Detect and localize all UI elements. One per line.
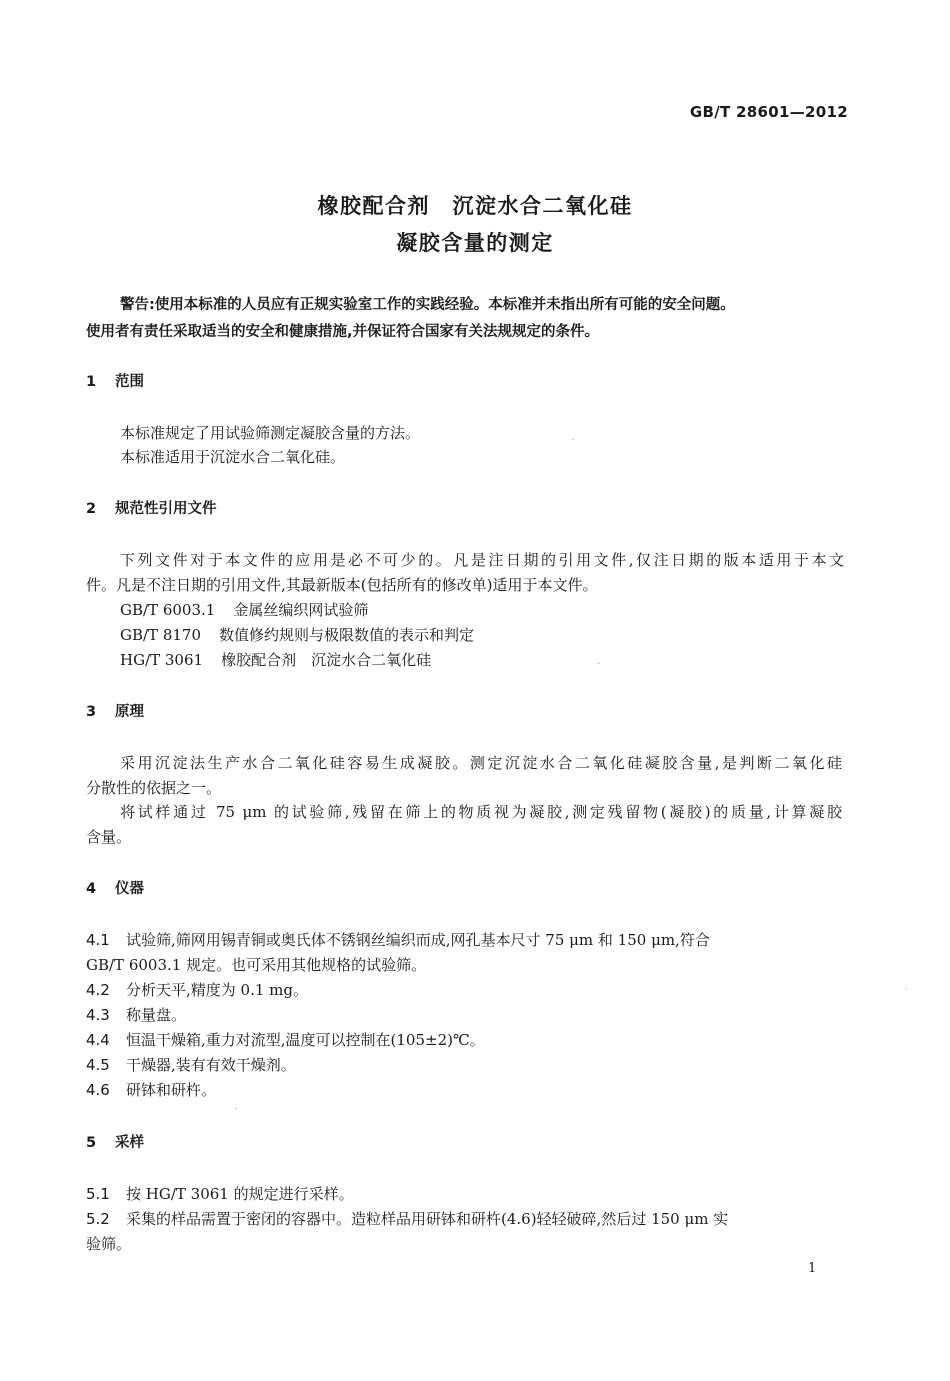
item-text: 采集的样品需置于密闭的容器中。造粒样品用研钵和研杵(4.6)轻轻破碎,然后过 150 μm 实 bbox=[126, 1210, 729, 1228]
section-1-heading bbox=[86, 370, 144, 391]
item-text: 称量盘。 bbox=[126, 1006, 187, 1024]
paragraph-line: 含量。 bbox=[86, 828, 132, 846]
list-item bbox=[86, 1054, 296, 1075]
paragraph: 本标准规定了用试验筛测定凝胶含量的方法。 bbox=[120, 424, 421, 442]
warning-line-1: 警告:使用本标准的人员应有正规实验室工作的实践经验。本标准并未指出所有可能的安全问题。 bbox=[120, 297, 735, 313]
scan-speck bbox=[905, 988, 907, 989]
item-number: 4.4 bbox=[86, 1031, 110, 1049]
reference-title: 橡胶配合剂 沉淀水合二氧化硅 bbox=[221, 651, 432, 669]
list-item bbox=[86, 1079, 216, 1100]
section-4-heading bbox=[86, 877, 144, 898]
section-title: 仪器 bbox=[115, 881, 144, 897]
section-5-heading bbox=[86, 1131, 144, 1152]
item-number: 4.2 bbox=[86, 981, 110, 999]
list-item bbox=[86, 1029, 485, 1050]
normative-reference bbox=[120, 599, 368, 620]
item-number: 4.1 bbox=[86, 931, 110, 949]
document-title-line-2: 凝胶含量的测定 bbox=[396, 231, 554, 255]
item-text: 按 HG/T 3061 的规定进行采样。 bbox=[126, 1185, 354, 1203]
list-item bbox=[86, 929, 842, 950]
standard-code: GB/T 28601—2012 bbox=[689, 103, 848, 121]
list-item bbox=[86, 979, 308, 1000]
paragraph-line: 下列文件对于本文件的应用是必不可少的。凡是注日期的引用文件,仅注日期的版本适用于本文 bbox=[120, 551, 844, 569]
reference-title: 数值修约规则与极限数值的表示和判定 bbox=[219, 626, 475, 644]
section-title: 规范性引用文件 bbox=[115, 501, 217, 517]
document-title-line-1: 橡胶配合剂 沉淀水合二氧化硅 bbox=[317, 194, 633, 218]
item-continuation: 验筛。 bbox=[86, 1235, 132, 1253]
item-text: 分析天平,精度为 0.1 mg。 bbox=[126, 981, 308, 999]
warning-line-2: 使用者有责任采取适当的安全和健康措施,并保证符合国家有关法规规定的条件。 bbox=[86, 324, 600, 340]
section-title: 范围 bbox=[115, 374, 144, 390]
normative-reference bbox=[120, 624, 474, 645]
section-number: 2 bbox=[86, 501, 97, 517]
item-continuation: GB/T 6003.1 规定。也可采用其他规格的试验筛。 bbox=[86, 956, 427, 974]
paragraph-line: 件。凡是不注日期的引用文件,其最新版本(包括所有的修改单)适用于本文件。 bbox=[86, 576, 598, 594]
item-text: 试验筛,筛网用锡青铜或奥氏体不锈钢丝编织而成,网孔基本尺寸 75 μm 和 150 μm,符合 bbox=[126, 931, 710, 949]
section-title: 采样 bbox=[115, 1135, 144, 1151]
item-text: 干燥器,装有有效干燥剂。 bbox=[126, 1056, 296, 1074]
reference-title: 金属丝编织网试验筛 bbox=[233, 601, 369, 619]
section-3-heading bbox=[86, 700, 144, 721]
page-number: 1 bbox=[808, 1261, 817, 1276]
item-number: 5.1 bbox=[86, 1185, 110, 1203]
section-number: 4 bbox=[86, 881, 97, 897]
section-number: 5 bbox=[86, 1135, 97, 1151]
item-number: 4.3 bbox=[86, 1006, 110, 1024]
scan-speck bbox=[235, 1108, 237, 1109]
paragraph: 本标准适用于沉淀水合二氧化硅。 bbox=[120, 448, 346, 466]
paragraph-line: 将试样通过 75 μm 的试验筛,残留在筛上的物质视为凝胶,测定残留物(凝胶)的质量,计算凝胶 bbox=[120, 803, 842, 821]
list-item bbox=[86, 1183, 354, 1204]
item-number: 5.2 bbox=[86, 1210, 110, 1228]
item-number: 4.5 bbox=[86, 1056, 110, 1074]
item-text: 研钵和研杵。 bbox=[126, 1081, 217, 1099]
section-2-heading bbox=[86, 497, 217, 518]
normative-reference bbox=[120, 649, 431, 670]
section-number: 3 bbox=[86, 704, 97, 720]
scan-speck bbox=[598, 663, 600, 664]
paragraph-line: 分散性的依据之一。 bbox=[86, 779, 222, 797]
item-number: 4.6 bbox=[86, 1081, 110, 1099]
reference-code: GB/T 8170 bbox=[120, 626, 202, 644]
list-item bbox=[86, 1004, 186, 1025]
list-item bbox=[86, 1208, 728, 1229]
paragraph-line: 采用沉淀法生产水合二氧化硅容易生成凝胶。测定沉淀水合二氧化硅凝胶含量,是判断二氧化硅 bbox=[120, 754, 842, 772]
section-number: 1 bbox=[86, 374, 97, 390]
scan-speck bbox=[572, 439, 574, 440]
reference-code: GB/T 6003.1 bbox=[120, 601, 216, 619]
reference-code: HG/T 3061 bbox=[120, 651, 204, 669]
item-text: 恒温干燥箱,重力对流型,温度可以控制在(105±2)℃。 bbox=[126, 1031, 485, 1049]
section-title: 原理 bbox=[115, 704, 144, 720]
